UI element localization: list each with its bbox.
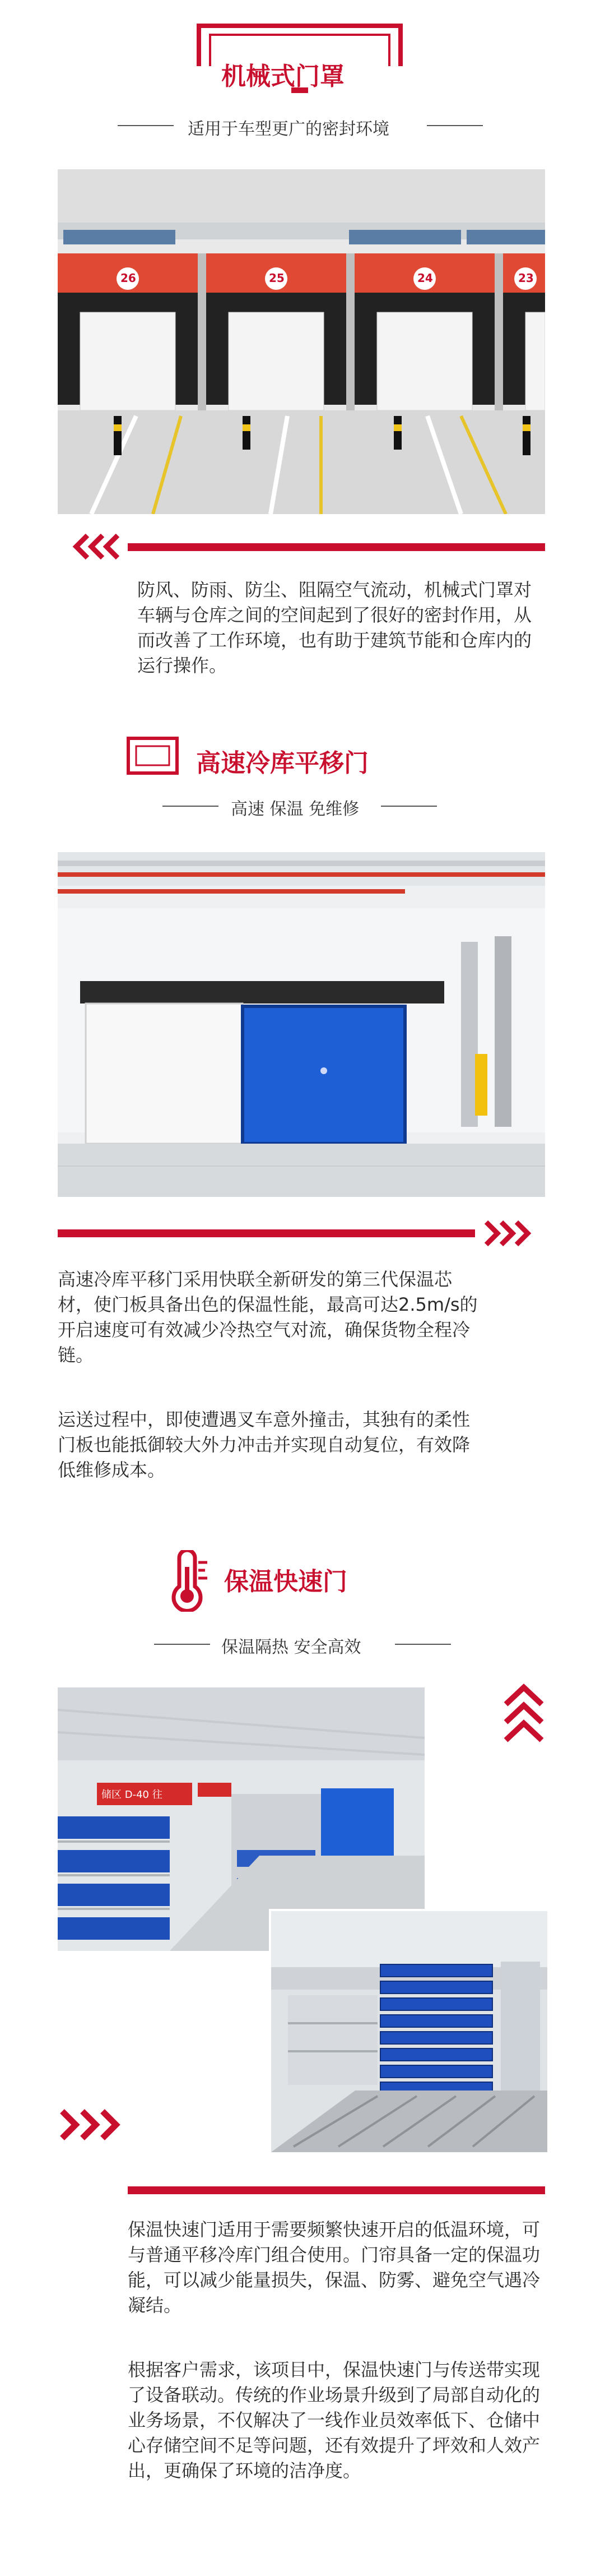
section2-body-text-1: 高速冷库平移门采用快联全新研发的第三代保温芯材，使门板具备出色的保温性能，最高可达2.5m/s的开启速度可有效减少冷热空气对流，确保货物全程冷链。 xyxy=(58,1269,478,1366)
square-frame-icon xyxy=(126,736,179,775)
photo-sliding-door xyxy=(58,852,545,1197)
section-subtitle-1: 适用于车型更广的密封环境 xyxy=(188,119,389,139)
storage-zone-sign: 储区 D-40 往 xyxy=(101,1789,162,1801)
section2-body-text-2: 运送过程中，即使遭遇叉车意外撞击，其独有的柔性门板也能抵御较大外力冲击并实现自动复位，有效降低维修成本。 xyxy=(58,1409,471,1481)
dock-number-26: 26 xyxy=(120,271,136,285)
chevrons-right-icon xyxy=(482,1219,532,1247)
chevrons-left-icon xyxy=(72,533,122,561)
subtitle-rule-right xyxy=(427,125,483,126)
dock-number-25: 25 xyxy=(269,271,285,285)
photo-pallets-conveyor xyxy=(269,1909,550,2154)
chevrons-right-icon-2 xyxy=(58,2108,122,2142)
subtitle-rule-left-3 xyxy=(154,1644,210,1645)
section-title-cold-storage-sliding-door: 高速冷库平移门 xyxy=(196,749,369,778)
red-divider-bar-3 xyxy=(128,2186,545,2194)
section-subtitle-2: 高速 保温 免维修 xyxy=(231,799,360,819)
section-subtitle-3: 保温隔热 安全高效 xyxy=(221,1638,361,1657)
thermometer-icon xyxy=(162,1550,213,1612)
section-title-insulated-fast-door: 保温快速门 xyxy=(224,1567,347,1596)
chevrons-up-icon xyxy=(501,1682,546,1749)
section3-body-text-1: 保温快速门适用于需要频繁快速开启的低温环境，可与普通平移冷库门组合使用。门帘具备一定的保温功能，可以减少能量损失，保温、防雾、避免空气遇冷凝结。 xyxy=(128,2219,541,2316)
subtitle-rule-left-2 xyxy=(162,806,218,807)
section3-body-text-2: 根据客户需求，该项目中，保温快速门与传送带实现了设备联动。传统的作业场景升级到了局部自动化的业务场景，不仅解决了一线作业员效率低下、仓储中心存储空间不足等问题，还有效提升了坪效和人效产出，更确保了环境的洁净度。 xyxy=(128,2359,541,2481)
section1-body-text: 防风、防雨、防尘、阻隔空气流动，机械式门罩对车辆与仓库之间的空间起到了很好的密封作用，从而改善了工作环境，也有助于建筑节能和仓库内的运行操作。 xyxy=(137,579,532,676)
red-divider-bar-1 xyxy=(128,543,545,551)
dock-number-24: 24 xyxy=(417,271,433,285)
photo-loading-docks xyxy=(58,169,545,514)
dock-number-23: 23 xyxy=(518,271,534,285)
red-divider-bar-2 xyxy=(58,1229,475,1237)
subtitle-rule-right-3 xyxy=(395,1644,451,1645)
subtitle-rule-left xyxy=(118,125,174,126)
subtitle-rule-right-2 xyxy=(381,806,437,807)
section-title-mechanical-door-seal: 机械式门罩 xyxy=(221,62,345,91)
